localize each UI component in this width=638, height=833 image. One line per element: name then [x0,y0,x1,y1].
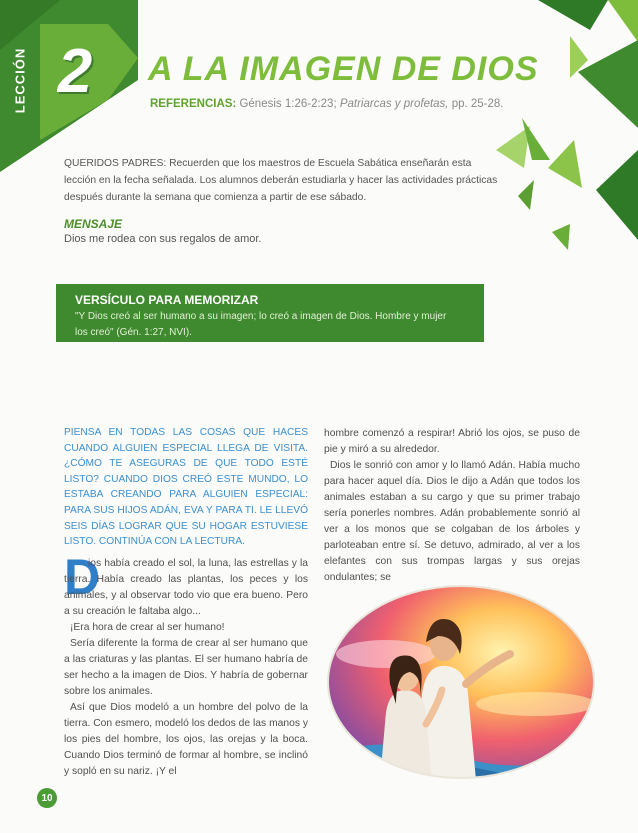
memory-verse-text: "Y Dios creó al ser humano a su imagen; lo creó a imagen de Dios. Hombre y mujer los creó" (Gén. 1:27, NVI). [75,311,447,338]
references-book: Patriarcas y profetas, [339,98,449,110]
page-number: 10 [37,788,57,808]
story-paragraph: Dios le sonrió con amor y lo llamó Adán. Había mucho para hacer aquel día. Dios le dijo a Adán que todos los animales estaban a su cargo y que su primer trabajo sería ponerles nombres. Adán probablemente sonrió al ver a los monos que se colgaban de los árboles y parloteaban entre sí. Se detuvo, admirado, al ver a los elefantes con sus trompas largas y sus orejas ondulantes; se [324,460,580,583]
references-label: REFERENCIAS: [150,98,237,110]
message-text: Dios me rodea con sus regalos de amor. [64,233,262,245]
story-column-right [324,426,580,586]
decorative-triangles [478,0,638,260]
story-paragraph: Así que Dios modeló a un hombre del polvo de la tierra. Con esmero, modeló los dedos de las manos y los pies del hombre, los ojos, las orejas y la boca. Cuando Dios terminó de formar al hombre, se inclinó y sopló en su nariz. ¡Y el [64,702,308,777]
memory-verse-label: VERSÍCULO PARA MEMORIZAR [75,293,259,307]
adam-eve-illustration [326,584,596,780]
drop-cap: D [64,549,101,605]
lesson-title: A LA IMAGEN DE DIOS [148,50,539,88]
story-paragraph: ¡Era hora de crear al ser humano! [70,622,225,633]
parents-note: QUERIDOS PADRES: Recuerden que los maestros de Escuela Sabática enseñarán esta lección en la fecha señalada. Los alumnos deberán estudiarla y hacer las actividades prácticas después durante la semana que comienza a partir de ese sábado. [64,158,498,203]
story-column-left [64,556,308,780]
lesson-label: LECCIÓN [12,47,28,113]
message-label: MENSAJE [64,217,123,231]
story-paragraph: Sería diferente la forma de crear al ser humano que a las criaturas y las plantas. El ser humano habría de ser hecho a la imagen de Dios. Y habría de gobernar sobre los animales. [64,638,308,697]
references-text: Génesis 1:26-2:23; [239,98,337,110]
memory-verse-box [56,284,484,342]
references-pages: pp. 25-28. [451,98,504,110]
story-paragraph: hombre comenzó a respirar! Abrió los ojos, se puso de pie y miró a su alrededor. [324,428,580,455]
lesson-number: 2 [57,37,93,106]
story-paragraph: ios había creado el sol, la luna, las estrellas y la tierra. Había creado las plantas, los peces y los animales, y al observar todo vio que era bueno. Pero a su creación le faltaba algo... [64,558,308,617]
references [150,98,504,110]
story-intro: PIENSA EN TODAS LAS COSAS QUE HACES CUANDO ALGUIEN ESPECIAL LLEGA DE VISITA. ¿CÓMO TE ASEGURAS DE QUE TODO ESTÉ LISTO? CUANDO DIOS CREÓ ESTE MUNDO, LO ESTABA CREANDO PARA ALGUIEN ESPECIAL: PARA SUS HIJOS ADÁN, EVA Y PARA TI. LE LLEVÓ SEIS DÍAS LOGRAR QUE SU HOGAR ESTUVIESE LISTO. CONTINÚA CON LA LECTURA. [64,427,308,548]
